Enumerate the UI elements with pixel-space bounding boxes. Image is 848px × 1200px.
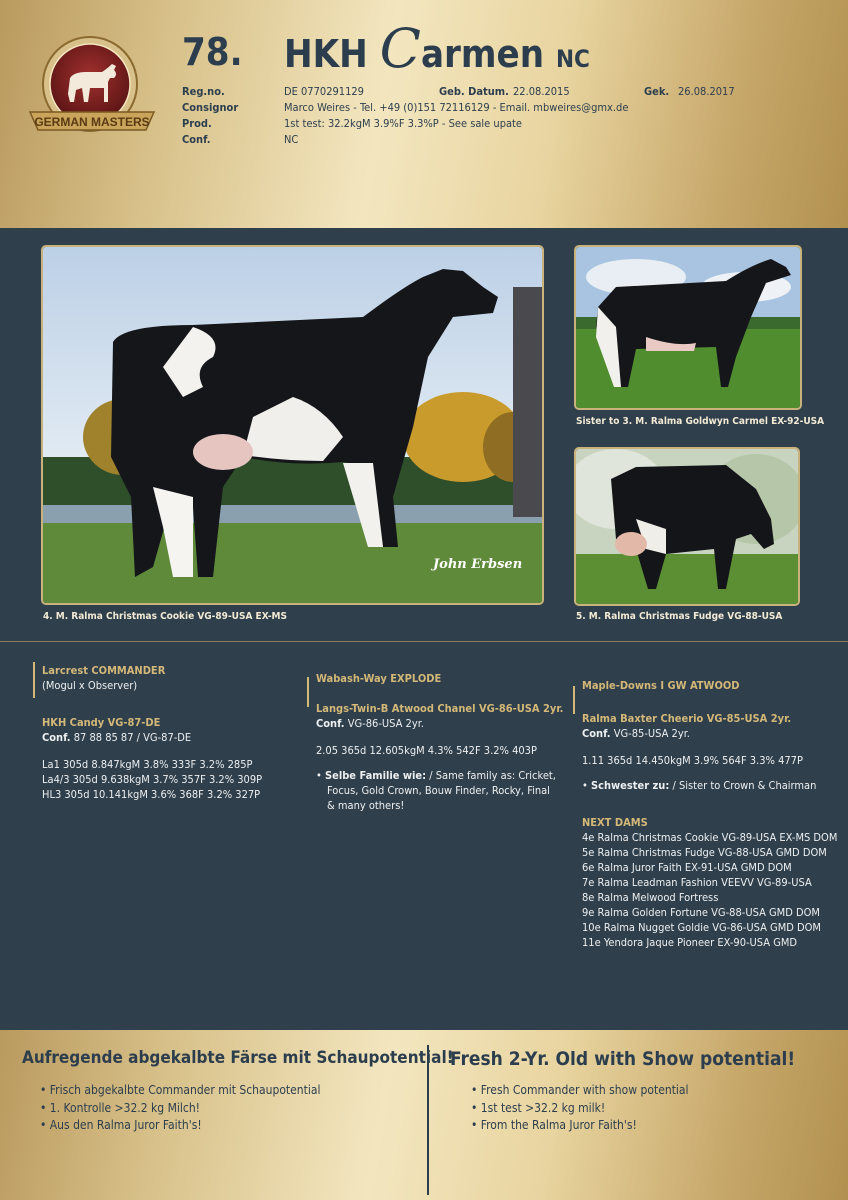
mgs-marker bbox=[307, 677, 309, 707]
regno-value: DE 0770291129 bbox=[284, 85, 364, 98]
sister-text: / Sister to Crown & Chairman bbox=[672, 779, 817, 792]
name-rest: armen bbox=[420, 32, 545, 76]
sire-marker bbox=[33, 662, 35, 698]
main-photo-caption: 4. M. Ralma Christmas Cookie VG-89-USA EX-MS bbox=[43, 611, 287, 622]
next-dam: 6e Ralma Juror Faith EX-91-USA GMD DOM bbox=[582, 861, 792, 874]
family-text-3: & many others! bbox=[327, 799, 405, 812]
consignor-value: Marco Weires - Tel. +49 (0)151 72116129 - Email. mbweires@gmx.de bbox=[284, 101, 629, 114]
granddam-conf: VG-86-USA 2yr. bbox=[347, 717, 424, 730]
next-dam: 8e Ralma Melwood Fortress bbox=[582, 891, 719, 904]
calving-label: Gek. bbox=[644, 85, 670, 98]
family-text-1: / Same family as: Cricket, bbox=[429, 769, 556, 782]
pedigree-col-3: Maple-Downs I GW ATWOOD Ralma Baxter Cheerio VG-85-USA 2yr. Conf. VG-85-USA 2yr. 1.11 365d 14.450kgM 3.9% 564F 3.3% 477P • Schwester zu: / Sister to Crown & Chairman NEXT DAMS 4e Ralma Christmas Cookie VG-89-USA EX-MS DOM 5e Ralma Christmas Fudge VG-88-USA GMD DOM 6e Ralma Juror Faith EX-91-USA GMD DOM 7e Ralma Leadman Fashion VEEVV VG-89-USA 8e Ralma Melwood Fortress 9e Ralma Golden Fortune VG-88-USA GMD DOM 10e Ralma Nugget Goldie VG-86-USA GMD DOM 11e Yendora Jaque Pioneer EX-90-USA GMD bbox=[582, 679, 838, 949]
granddam-conf-label: Conf. bbox=[316, 717, 345, 730]
next-dams-title: NEXT DAMS bbox=[582, 816, 648, 829]
family-text-2: Focus, Gold Crown, Bouw Finder, Rocky, Final bbox=[327, 784, 550, 797]
footer-item-en: • From the Ralma Juror Faith's! bbox=[471, 1117, 689, 1135]
footer-list-de bbox=[40, 1082, 320, 1135]
prod-label: Prod. bbox=[182, 117, 212, 130]
calving-value: 26.08.2017 bbox=[678, 85, 735, 98]
great-granddam-name: Ralma Baxter Cheerio VG-85-USA 2yr. bbox=[582, 712, 792, 725]
dam-name: HKH Candy VG-87-DE bbox=[42, 716, 161, 729]
footer-item-de: • 1. Kontrolle >32.2 kg Milch! bbox=[40, 1100, 320, 1118]
svg-text:GERMAN MASTERS: GERMAN MASTERS bbox=[34, 115, 150, 129]
great-granddam-conf-label: Conf. bbox=[582, 727, 611, 740]
sister-cow-photo bbox=[574, 245, 802, 410]
footer-item-en: • Fresh Commander with show potential bbox=[471, 1082, 689, 1100]
pedigree-col-1 bbox=[42, 663, 262, 802]
next-dam: 7e Ralma Leadman Fashion VEEVV VG-89-USA bbox=[582, 876, 812, 889]
granddam-name: Langs-Twin-B Atwood Chanel VG-86-USA 2yr. bbox=[316, 702, 564, 715]
sister-label: Schwester zu: bbox=[590, 779, 670, 792]
sister-cow-image bbox=[576, 247, 800, 408]
sire-name: Larcrest COMMANDER bbox=[42, 664, 166, 677]
next-dam: 5e Ralma Christmas Fudge VG-88-USA GMD DOM bbox=[582, 846, 827, 859]
footer-heading-de: Aufregende abgekalbte Färse mit Schaupotential! bbox=[22, 1048, 454, 1068]
regno-label: Reg.no. bbox=[182, 85, 225, 98]
pedigree-col-2: Wabash-Way EXPLODE Langs-Twin-B Atwood Chanel VG-86-USA 2yr. Conf. VG-86-USA 2yr. 2.05 365d 12.605kgM 4.3% 542F 3.2% 403P • Selbe Familie wie: / Same family as: Cricket, Focus, Gold Crown, Bouw Finder, Rocky, Final & many others! bbox=[316, 672, 564, 812]
mggs-marker bbox=[573, 686, 575, 714]
conf-value: NC bbox=[284, 133, 299, 146]
great-granddam-lactation: 1.11 365d 14.450kgM 3.9% 564F 3.3% 477P bbox=[582, 754, 803, 767]
consignor-label: Consignor bbox=[182, 101, 239, 114]
name-prefix: HKH bbox=[284, 32, 368, 76]
lot-number: 78. bbox=[182, 30, 243, 74]
next-dam: 9e Ralma Golden Fortune VG-88-USA GMD DOM bbox=[582, 906, 820, 919]
fifth-dam-photo bbox=[574, 447, 800, 606]
lactation-1: La1 305d 8.847kgM 3.8% 333F 3.2% 285P bbox=[42, 758, 253, 771]
footer-item-de: • Aus den Ralma Juror Faith's! bbox=[40, 1117, 320, 1135]
main-cow-image bbox=[43, 247, 542, 603]
footer-heading-en: Fresh 2-Yr. Old with Show potential! bbox=[450, 1048, 796, 1070]
footer-item-en: • 1st test >32.2 kg milk! bbox=[471, 1100, 689, 1118]
conf-label: Conf. bbox=[182, 133, 211, 146]
mggs-name: Maple-Downs I GW ATWOOD bbox=[582, 679, 740, 692]
sire-line: (Mogul x Observer) bbox=[42, 679, 138, 692]
section-divider bbox=[0, 641, 848, 642]
dam-conf: 87 88 85 87 / VG-87-DE bbox=[73, 731, 192, 744]
family-label: Selbe Familie wie: bbox=[324, 769, 427, 782]
lactation-3: HL3 305d 10.141kgM 3.6% 368F 3.2% 327P bbox=[42, 788, 261, 801]
lactation-2: La4/3 305d 9.638kgM 3.7% 357F 3.2% 309P bbox=[42, 773, 263, 786]
main-cow-photo bbox=[41, 245, 544, 605]
header-banner bbox=[0, 0, 848, 228]
footer-list-en bbox=[471, 1082, 689, 1135]
birthdate-label: Geb. Datum. bbox=[439, 85, 509, 98]
fifth-dam-image bbox=[576, 449, 798, 604]
german-masters-logo bbox=[24, 34, 160, 146]
prod-value: 1st test: 32.2kgM 3.9%F 3.3%P - See sale upate bbox=[284, 117, 523, 130]
next-dam: 4e Ralma Christmas Cookie VG-89-USA EX-MS DOM bbox=[582, 831, 838, 844]
fifth-dam-caption: 5. M. Ralma Christmas Fudge VG-88-USA bbox=[576, 611, 783, 622]
granddam-lactation: 2.05 365d 12.605kgM 4.3% 542F 3.2% 403P bbox=[316, 744, 537, 757]
birthdate-value: 22.08.2015 bbox=[513, 85, 570, 98]
footer-item-de: • Frisch abgekalbte Commander mit Schaupotential bbox=[40, 1082, 320, 1100]
name-suffix: NC bbox=[555, 45, 590, 73]
sister-photo-caption: Sister to 3. M. Ralma Goldwyn Carmel EX-92-USA bbox=[576, 416, 825, 427]
next-dam: 10e Ralma Nugget Goldie VG-86-USA GMD DOM bbox=[582, 921, 821, 934]
next-dam: 11e Yendora Jaque Pioneer EX-90-USA GMD bbox=[582, 936, 798, 949]
animal-name bbox=[284, 17, 590, 80]
footer-banner bbox=[0, 1030, 848, 1200]
photo-credit: John Erbsen bbox=[433, 557, 523, 572]
mgs-name: Wabash-Way EXPLODE bbox=[316, 672, 442, 685]
dam-conf-label: Conf. bbox=[42, 731, 71, 744]
name-initial: C bbox=[379, 17, 421, 80]
great-granddam-conf: VG-85-USA 2yr. bbox=[613, 727, 690, 740]
